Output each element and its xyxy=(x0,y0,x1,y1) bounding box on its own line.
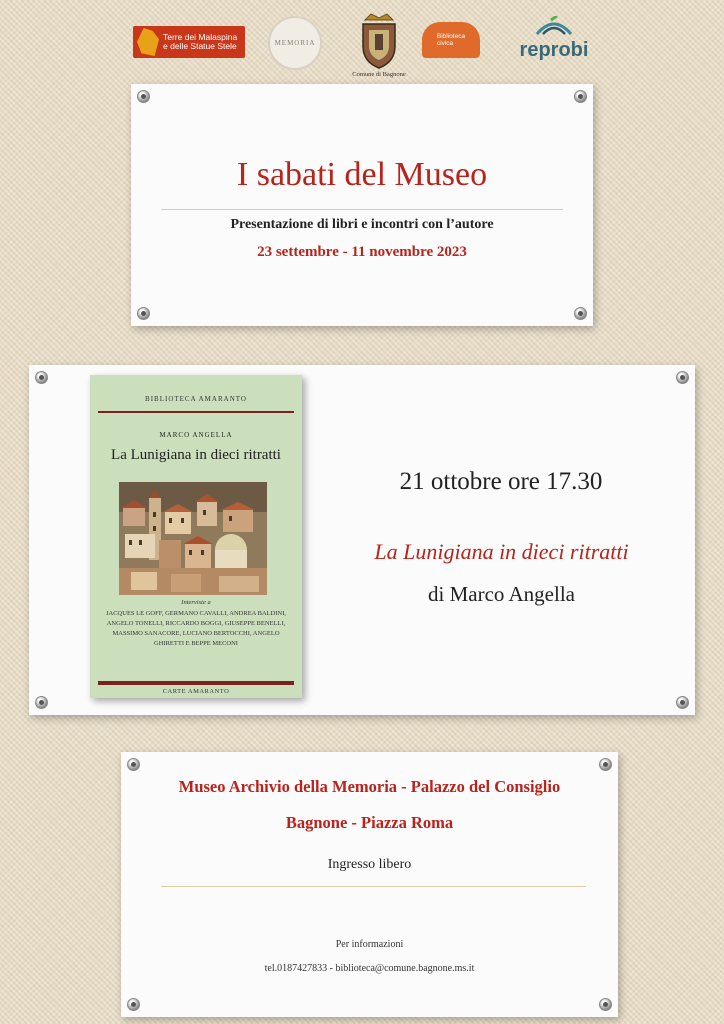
memoria-logo xyxy=(268,16,322,70)
coat-of-arms-icon xyxy=(357,12,401,70)
town-photo xyxy=(119,482,267,595)
series-dates: 23 settembre - 11 novembre 2023 xyxy=(257,244,467,260)
book-cover xyxy=(90,375,302,698)
series-subtitle: Presentazione di libri e incontri con l’autore xyxy=(230,217,494,232)
open-book-icon xyxy=(533,16,575,36)
terre-malaspina-logo xyxy=(133,26,245,58)
book-author: MARCO ANGELLA xyxy=(159,431,233,439)
screw-icon xyxy=(137,90,150,103)
contact-info: tel.0187427833 - biblioteca@comune.bagnone.ms.it xyxy=(264,963,475,974)
title-panel xyxy=(131,84,593,326)
biblioteca-civica-logo xyxy=(422,22,480,58)
venue-place: Bagnone - Piazza Roma xyxy=(285,813,454,832)
comune-logo-text: Comune di Bagnone xyxy=(352,71,406,78)
event-series-title: I sabati del Museo xyxy=(236,156,488,193)
biblio-logo-text-1: Biblioteca xyxy=(436,33,466,40)
terre-logo-text-1: Terre dei Malaspina xyxy=(163,32,238,42)
event-panel xyxy=(29,365,695,715)
divider xyxy=(161,886,586,887)
screw-icon xyxy=(35,696,48,709)
screw-icon xyxy=(574,307,587,320)
memoria-logo-text: MEMORIA xyxy=(274,39,316,47)
event-book-title: La Lunigiana in dieci ritratti xyxy=(374,539,629,564)
cover-rule xyxy=(98,411,294,413)
comune-crest-logo xyxy=(344,12,414,86)
reprobi-logo-text: reprobi xyxy=(519,39,589,61)
logos-bar xyxy=(0,12,724,82)
book-series: BIBLIOTECA AMARANTO xyxy=(145,395,247,403)
entry-note: Ingresso libero xyxy=(327,857,412,872)
screw-icon xyxy=(137,307,150,320)
screw-icon xyxy=(127,998,140,1011)
lunigiana-map-icon xyxy=(137,28,159,56)
venue-panel xyxy=(121,752,618,1017)
event-byline: di Marco Angella xyxy=(428,582,575,606)
book-publisher: CARTE AMARANTO xyxy=(162,688,230,695)
biblio-logo-text-2: civica xyxy=(436,40,454,47)
terre-logo-text-2: e delle Statue Stele xyxy=(163,41,237,51)
screw-icon xyxy=(574,90,587,103)
book-interviews-intro: Interviste a xyxy=(181,599,211,606)
screw-icon xyxy=(599,998,612,1011)
reprobi-logo xyxy=(512,16,596,66)
info-label: Per informazioni xyxy=(335,939,404,950)
screw-icon xyxy=(35,371,48,384)
screw-icon xyxy=(599,758,612,771)
divider xyxy=(161,209,563,210)
venue-name: Museo Archivio della Memoria - Palazzo del Consiglio xyxy=(178,777,561,796)
book-interviewees: JACQUES LE GOFF, GERMANO CAVALLI, ANDREA BALDINI, ANGELO TONELLI, RICCARDO BOGGI, GIUSEPPE BENELLI, MASSIMO SANACORE, LUCIANO BERTOCCHI, ANGELO GHIRETTI E BEPPE MECONI xyxy=(106,610,286,647)
screw-icon xyxy=(676,371,689,384)
cover-rule xyxy=(98,681,294,685)
event-datetime: 21 ottobre ore 17.30 xyxy=(399,468,603,495)
screw-icon xyxy=(676,696,689,709)
book-cover-title: La Lunigiana in dieci ritratti xyxy=(111,447,281,463)
screw-icon xyxy=(127,758,140,771)
